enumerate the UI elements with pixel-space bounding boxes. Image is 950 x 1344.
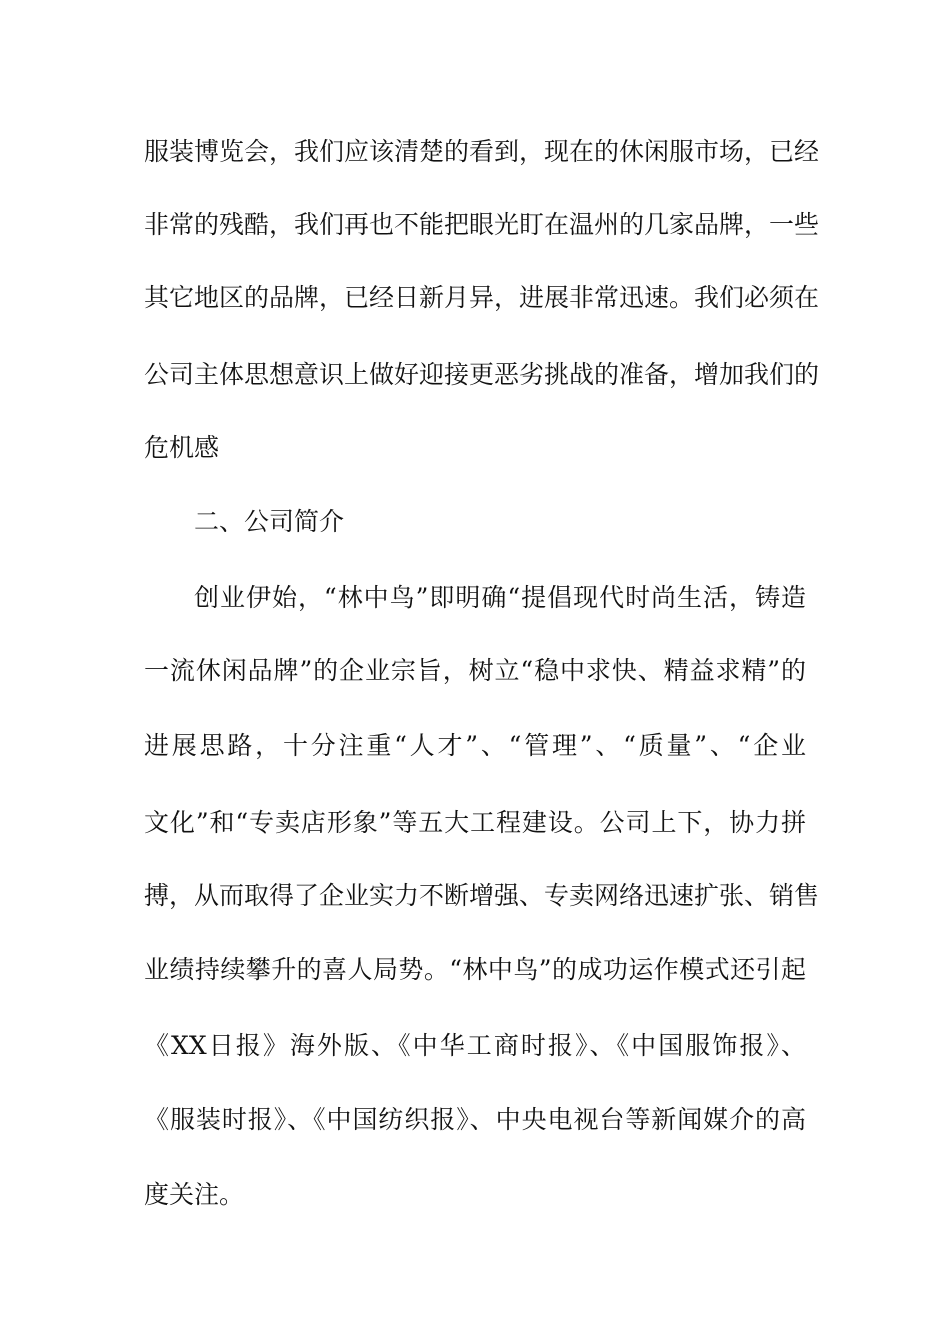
paragraph-2-line-2: 一流休闲品牌”的企业宗旨，树立“稳中求快、精益求精”的 [144, 656, 806, 685]
paragraph-1-line-3: 其它地区的品牌，已经日新月异，进展非常迅速。我们必须在 [144, 283, 820, 312]
paragraph-2-line-1: 创业伊始，“林中鸟”即明确“提倡现代时尚生活，铸造 [194, 583, 806, 612]
paragraph-2-line-5: 搏，从而取得了企业实力不断增强、专卖网络迅速扩张、销售 [144, 881, 820, 910]
paragraph-2-line-9: 度关注。 [144, 1180, 245, 1209]
paragraph-1-line-2: 非常的残酷，我们再也不能把眼光盯在温州的几家品牌，一些 [144, 210, 820, 239]
paragraph-1-line-5: 危机感 [144, 433, 220, 462]
paragraph-2-line-3: 进展思路，十分注重“人才”、“管理”、“质量”、“企业 [144, 731, 806, 760]
paragraph-2-line-4: 文化”和“专卖店形象”等五大工程建设。公司上下，协力拼 [144, 808, 806, 837]
paragraph-2-line-7: 《XX日报》海外版、《中华工商时报》、《中国服饰报》、 [144, 1031, 806, 1060]
paragraph-1-line-1: 服装博览会，我们应该清楚的看到，现在的休闲服市场，已经 [144, 137, 820, 166]
paragraph-2-line-6: 业绩持续攀升的喜人局势。“林中鸟”的成功运作模式还引起 [144, 955, 806, 984]
paragraph-1-line-4: 公司主体思想意识上做好迎接更恶劣挑战的准备，增加我们的 [144, 360, 820, 389]
paragraph-2-line-8: 《服装时报》、《中国纺织报》、中央电视台等新闻媒介的高 [144, 1105, 806, 1134]
section-heading: 二、公司简介 [194, 507, 345, 536]
